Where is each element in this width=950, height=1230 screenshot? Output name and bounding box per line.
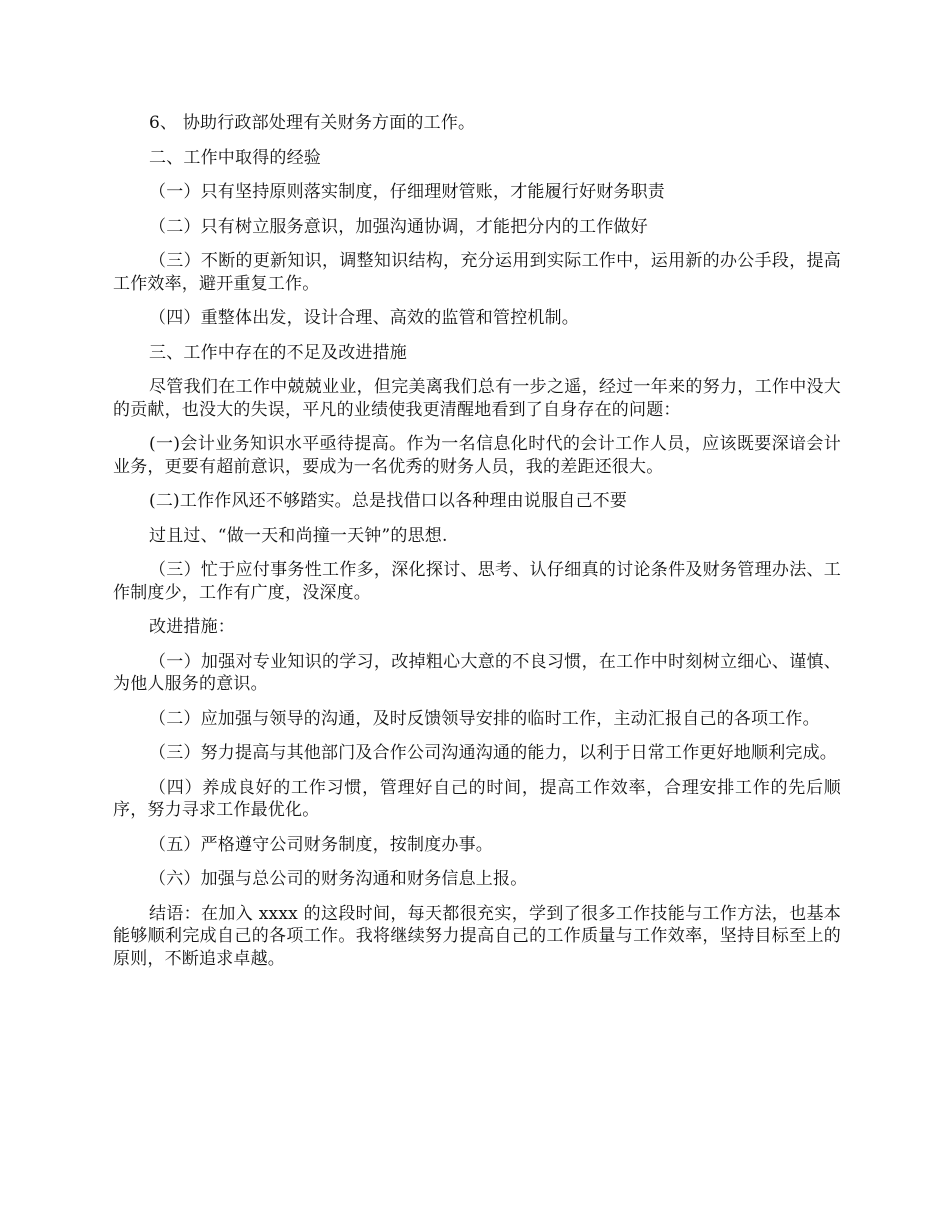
shortcoming-item-1: (一)会计业务知识水平亟待提高。作为一名信息化时代的会计工作人员，应该既要深谙会计业务，更要有超前意识，要成为一名优秀的财务人员，我的差距还很大。 [113, 434, 841, 477]
paragraph-item-6: 6、 协助行政部处理有关财务方面的工作。 [149, 113, 476, 133]
experience-item-4: （四）重整体出发，设计合理、高效的监管和管控机制。 [149, 308, 579, 328]
improvement-item-6: （六）加强与总公司的财务沟通和财务信息上报。 [149, 869, 528, 889]
experience-item-3: （三）不断的更新知识，调整知识结构，充分运用到实际工作中，运用新的办公手段，提高工作效率，避开重复工作。 [113, 251, 841, 294]
improvement-heading: 改进措施： [149, 617, 235, 637]
shortcomings-intro: 尽管我们在工作中兢兢业业，但完美离我们总有一步之遥，经过一年来的努力，工作中没大的贡献，也没大的失误，平凡的业绩使我更清醒地看到了自身存在的问题： [113, 377, 841, 420]
experience-item-2: （二）只有树立服务意识，加强沟通协调，才能把分内的工作做好 [149, 216, 648, 237]
experience-item-1: （一）只有坚持原则落实制度，仔细理财管账，才能履行好财务职责 [149, 182, 665, 202]
document-body [113, 112, 841, 982]
conclusion-paragraph: 结语：在加入 xxxx 的这段时间，每天都很充实，学到了很多工作技能与工作方法，也基本能够顺利完成自己的各项工作。我将继续努力提高自己的工作质量与工作效率，坚持目标至上的原则，不断追求卓越。 [113, 903, 841, 969]
shortcoming-item-2-cont: 过且过、“做一天和尚撞一天钟”的思想. [149, 525, 448, 546]
shortcoming-item-2: (二)工作作风还不够踏实。总是找借口以各种理由说服自己不要 [149, 491, 628, 511]
improvement-item-1: （一）加强对专业知识的学习，改掉粗心大意的不良习惯，在工作中时刻树立细心、谨慎、为他人服务的意识。 [113, 651, 841, 694]
improvement-item-4: （四）养成良好的工作习惯，管理好自己的时间，提高工作效率，合理安排工作的先后顺序，努力寻求工作最优化。 [113, 777, 841, 820]
section-heading-shortcomings: 三、工作中存在的不足及改进措施 [149, 342, 407, 363]
improvement-item-5: （五）严格遵守公司财务制度，按制度办事。 [149, 834, 493, 855]
improvement-item-3: （三）努力提高与其他部门及合作公司沟通沟通的能力，以利于日常工作更好地顺利完成。 [149, 743, 837, 763]
improvement-item-2: （二）应加强与领导的沟通，及时反馈领导安排的临时工作，主动汇报自己的各项工作。 [149, 708, 820, 729]
shortcoming-item-3: （三）忙于应付事务性工作多，深化探讨、思考、认仔细真的讨论条件及财务管理办法、工作制度少，工作有广度，没深度。 [113, 560, 841, 603]
section-heading-experience: 二、工作中取得的经验 [149, 147, 321, 168]
